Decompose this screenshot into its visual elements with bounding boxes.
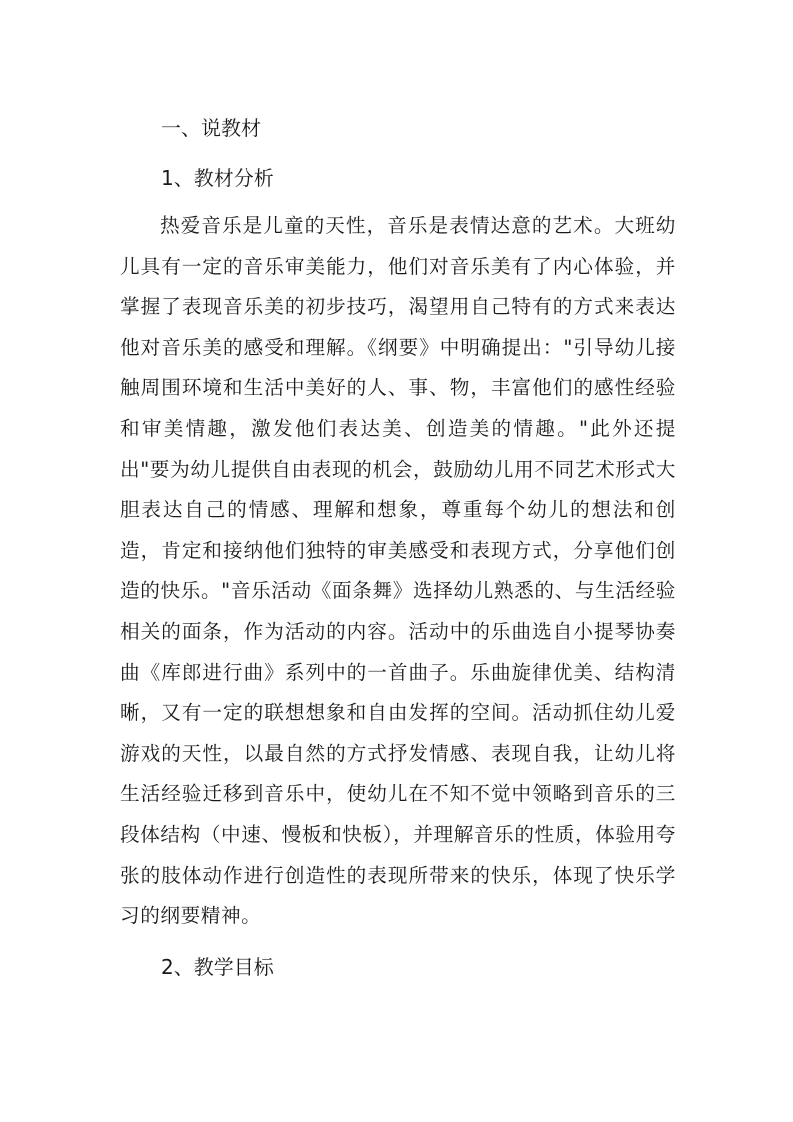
subsection-title-analysis: 1、教材分析 (161, 166, 274, 190)
body-paragraph: 热爱音乐是儿童的天性，音乐是表情达意的艺术。大班幼儿具有一定的音乐审美能力，他们对音乐美有了内心体验，并掌握了表现音乐美的初步技巧，渴望用自己特有的方式来表达他对音乐美的感受和理解。《纲要》中明确提出："引导幼儿接触周围环境和生活中美好的人、事、物，丰富他们的感性经验和审美情趣，激发他们表达美、创造美的情趣。"此外还提出"要为幼儿提供自由表现的机会，鼓励幼儿用不同艺术形式大胆表达自己的情感、理解和想象，尊重每个幼儿的想法和创造，肯定和接纳他们独特的审美感受和表现方式，分享他们创造的快乐。"音乐活动《面条舞》选择幼儿熟悉的、与生活经验相关的面条，作为活动的内容。活动中的乐曲选自小提琴协奏曲《库郎进行曲》系列中的一首曲子。乐曲旋律优美、结构清晰，又有一定的联想想象和自由发挥的空间。活动抓住幼儿爱游戏的天性，以最自然的方式抒发情感、表现自我，让幼儿将生活经验迁移到音乐中，使幼儿在不知不觉中领略到音乐的三段体结构（中速、慢板和快板），并理解音乐的性质，体验用夸张的肢体动作进行创造性的表现所带来的快乐，体现了快乐学习的纲要精神。 (120, 214, 676, 928)
section-title: 一、说教材 (161, 116, 261, 140)
subsection-title-objectives: 2、教学目标 (161, 954, 274, 979)
document-body (120, 110, 676, 985)
